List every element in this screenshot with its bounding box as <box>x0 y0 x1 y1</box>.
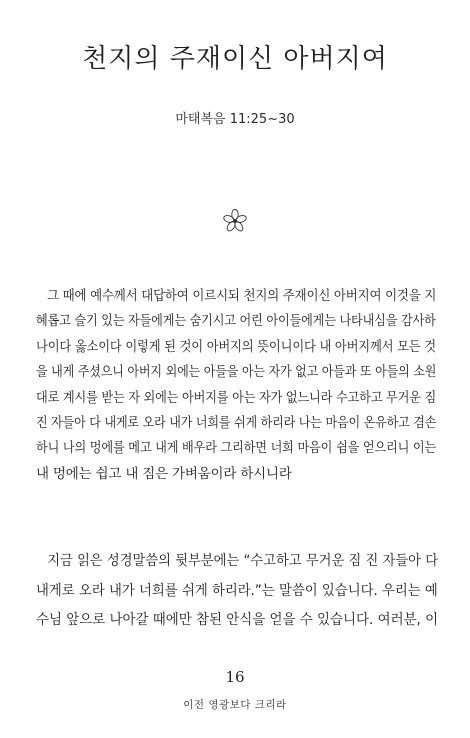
scripture-line: 진 자들아 다 내게로 오라 내가 너희를 쉬게 하리라 나는 마음이 온유하고 겸손 <box>36 415 437 432</box>
body-line: 내게로 오라 내가 너희를 쉬게 하리라.”는 말씀이 있습니다. 우리는 예 <box>36 582 438 599</box>
running-footer: 이전 영광보다 크리라 <box>183 699 287 711</box>
scripture-passage <box>36 284 436 487</box>
scripture-line: 하니 나의 멍에를 메고 내게 배우라 그리하면 너희 마음이 쉼을 얻으리니 이는 <box>36 440 437 457</box>
scripture-reference: 마태복음 11:25~30 <box>175 112 295 127</box>
flower-icon <box>222 208 248 234</box>
page-number: 16 <box>225 668 245 686</box>
scripture-line: 내 멍에는 쉽고 내 짐은 가벼움이라 하시니라 <box>36 465 292 482</box>
scripture-line: 그 때에 예수께서 대답하여 이르시되 천지의 주재이신 아버지여 이것을 지 <box>47 288 437 304</box>
scripture-line: 나이다 옳소이다 이렇게 된 것이 아버지의 뜻이니이다 내 아버지께서 모든 것 <box>36 338 436 355</box>
page-title: 천지의 주재이신 아버지여 <box>82 44 388 74</box>
scripture-line: 을 내게 주셨으니 아버지 외에는 아들을 아는 자가 없고 아들과 또 아들의 소원 <box>36 364 437 381</box>
scripture-line: 대로 계시를 받는 자 외에는 아버지를 아는 자가 없느니라 수고하고 무거운 짐 <box>36 389 437 406</box>
scripture-line: 혜롭고 슬기 있는 자들에게는 숨기시고 어린 아이들에게는 나타내심을 감사하 <box>36 313 436 330</box>
body-paragraph <box>36 547 438 636</box>
body-line: 지금 읽은 성경말씀의 뒷부분에는 “수고하고 무거운 짐 진 자들아 다 <box>47 553 439 569</box>
body-line: 수님 앞으로 나아갈 때에만 참된 안식을 얻을 수 있습니다. 여러분, 이 <box>36 612 439 628</box>
